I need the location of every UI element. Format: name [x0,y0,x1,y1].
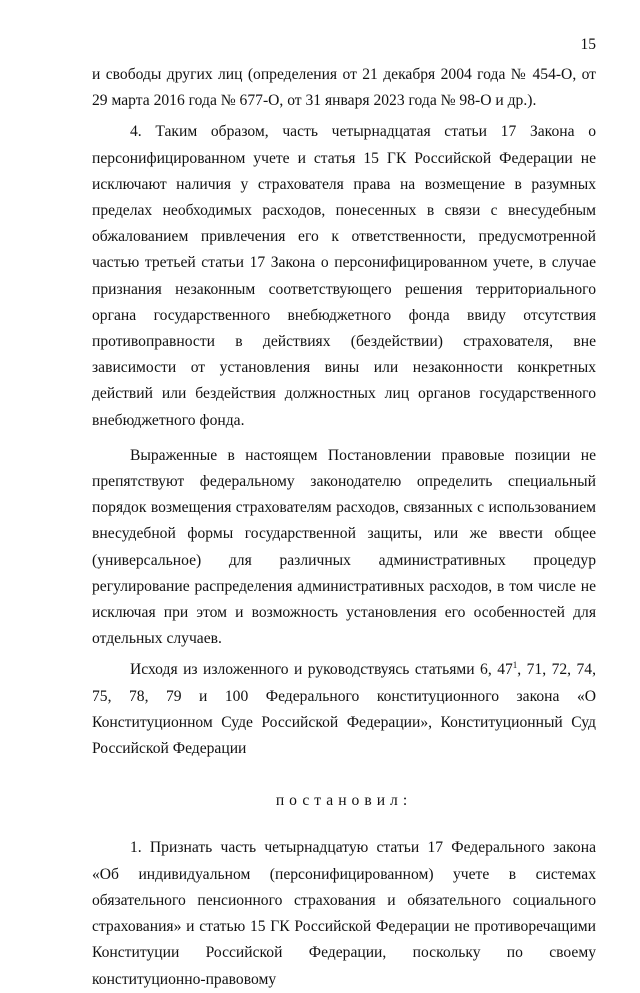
paragraph-grounds [92,657,596,762]
page-number: 15 [580,36,596,53]
paragraph-point-4: 4. Таким образом, часть четырнадцатая статьи 17 Закона о персонифицированном учете и статья 15 ГК Российской Федерации не исключают наличия у страхователя права на возмещение в разумных пределах необходимых расходов, понесенных в связи с внесудебным обжалованием привлечения его к ответственности, предусмотренной частью третьей статьи 17 Закона о персонифицированном учете, в случае признания незаконным соответствующего решения территориального органа государственного внебюджетного фонда ввиду отсутствия противоправности в действиях (бездействии) страхователя, вне зависимости от установления вины или незаконности конкретных действий или бездействия должностных лиц органов государственного внебюджетного фонда. [92,123,596,429]
document-body [92,62,596,993]
paragraph-continuation: и свободы других лиц (определения от 21 декабря 2004 года № 454-О, от 29 марта 2016 года № 677-О, от 31 января 2023 года № 98-О и др.). [92,66,596,110]
paragraph-legal-positions: Выраженные в настоящем Постановлении правовые позиции не препятствуют федеральному законодателю определить специальный порядок возмещения страхователям расходов, связанных с использованием внесудебной формы государственной защиты, или же ввести общее (универсальное) для различных административных процедур регулирование распределения административных расходов, в том числе не исключая при этом и возможность установления его особенностей для отдельных случаев. [92,446,596,648]
resolution-heading: постановил: [275,792,413,810]
paragraph-resolution-point-1: 1. Признать часть четырнадцатую статьи 17 Федерального закона «Об индивидуальном (персонифицированном) учете в системах обязательного пенсионного страхования и обязательного социального страхования» и статью 15 ГК Российской Федерации не противоречащими Конституции Российской Федерации, поскольку по своему конституционно-правовому [92,839,596,988]
grounds-text-start: Исходя из изложенного и руководствуясь статьями 6, 47 [130,661,513,679]
grounds-text-end: , 71, 72, 74, 75, 78, 79 и 100 Федерального конституционного закона «О Конституционном Суде Российской Федерации», Конституционный Суд Российской Федерации [92,661,596,758]
article-superscript: 1 [512,660,518,671]
